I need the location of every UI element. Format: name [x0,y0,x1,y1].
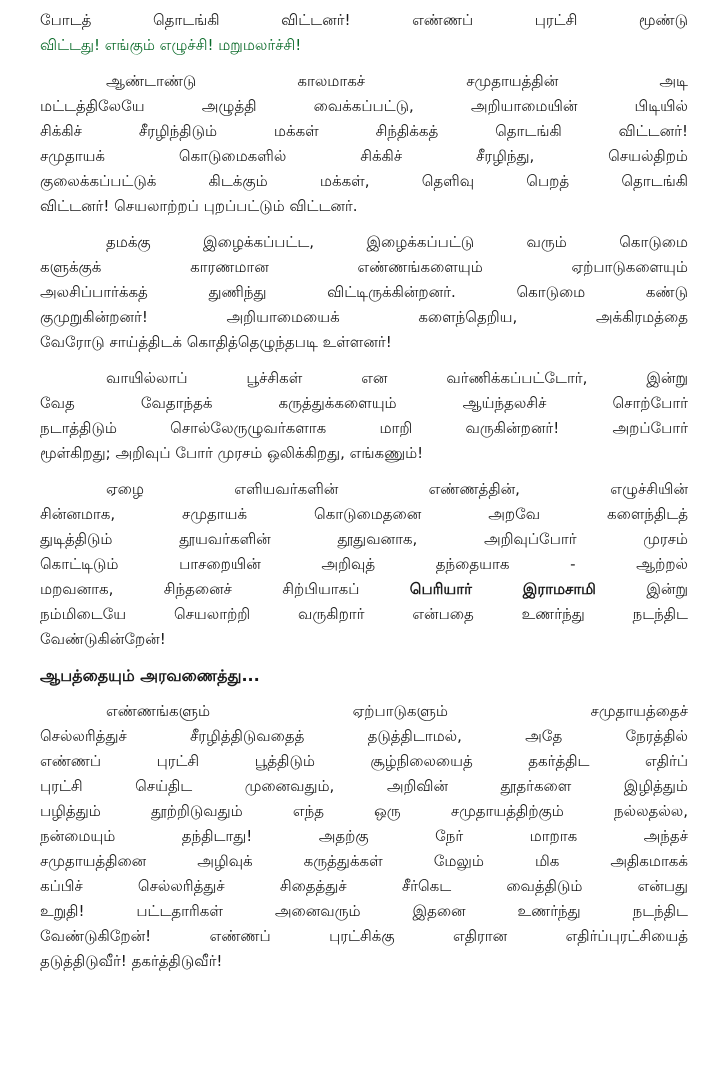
paragraph-1 [40,69,688,219]
text-line: கப்பிச் செல்லரித்துச் சிதைத்துச் சீர்கெட வைத்திடும் என்பது [40,877,688,895]
text-line: அலசிப்பார்க்கத் துணிந்து விட்டிருக்கின்றனர். கொடுமை கண்டு [40,283,688,301]
text-fragment: இன்று [646,580,688,598]
section-heading: ஆபத்தையும் அரவணைத்து... [40,666,260,685]
text-line: துடித்திடும் தூயவர்களின் தூதுவனாக, அறிவுப்போர் முரசம் [40,530,688,548]
text-line: உறுதி! பட்டதாரிகள் அனைவரும் இதனை உணர்ந்து நடந்திட [40,902,688,920]
paragraph-3 [40,366,688,466]
paragraph-intro [40,8,688,58]
text-line: எண்ணப் புரட்சி பூத்திடும் சூழ்நிலையைத் தகர்த்திட எதிர்ப் [40,752,688,770]
text-line: களுக்குக் காரணமான எண்ணங்களையும் ஏற்பாடுகளையும் [40,258,688,276]
text-line: மூள்கிறது; அறிவுப் போர் முரசம் ஒலிக்கிறது, எங்கணும்! [40,444,424,462]
text-line: எண்ணங்களும் ஏற்பாடுகளும் சமுதாயத்தைச் [106,702,688,720]
text-line: செல்லரித்துச் சீரழித்திடுவதைத் தடுத்திடாமல், அதே நேரத்தில் [40,727,688,745]
text-line: போடத் தொடங்கி விட்டனர்! எண்ணப் புரட்சி மூண்டு [40,11,688,29]
text-line-with-name [40,577,688,602]
paragraph-4 [40,477,688,652]
person-name: பெரியார் இராமசாமி [409,580,596,598]
text-line: சமுதாயத்தினை அழிவுக் கருத்துக்கள் மேலும் மிக அதிகமாகக் [40,852,688,870]
text-line: ஏழை எளியவர்களின் எண்ணத்தின், எழுச்சியின் [106,480,688,498]
document-page [40,8,688,985]
text-line: மட்டத்திலேயே அழுத்தி வைக்கப்பட்டு, அறியாமையின் பிடியில் [40,97,688,115]
text-line: குமுறுகின்றனர்! அறியாமையைக் களைந்தெறிய, அக்கிரமத்தை [40,308,688,326]
text-fragment: மறவனாக, சிந்தனைச் சிற்பியாகப் [40,580,360,598]
text-line: வேரோடு சாய்த்திடக் கொதித்தெழுந்தபடி உள்ளனர்! [40,333,392,351]
text-line-highlight: விட்டது! எங்கும் எழுச்சி! மறுமலர்ச்சி! [40,36,302,54]
text-line: குலைக்கப்பட்டுக் கிடக்கும் மக்கள், தெளிவு பெறத் தொடங்கி [40,172,688,190]
text-line: சின்னமாக, சமுதாயக் கொடுமைதனை அறவே களைந்திடத் [40,505,688,523]
text-line: வேண்டுகிறேன்! எண்ணப் புரட்சிக்கு எதிரான எதிர்ப்புரட்சியைத் [40,927,688,945]
text-line: வாயில்லாப் பூச்சிகள் என வர்ணிக்கப்பட்டோர், இன்று [106,369,688,387]
text-line: பழித்தும் தூற்றிடுவதும் எந்த ஒரு சமுதாயத்திற்கும் நல்லதல்ல, [40,802,688,820]
text-line: தடுத்திடுவீர்! தகர்த்திடுவீர்! [40,952,223,970]
text-line: சிக்கிச் சீரழிந்திடும் மக்கள் சிந்திக்கத் தொடங்கி விட்டனர்! [40,122,688,140]
text-line: தமக்கு இழைக்கப்பட்ட, இழைக்கப்பட்டு வரும் கொடுமை [106,233,688,251]
text-line: நடாத்திடும் சொல்லேருழுவர்களாக மாறி வருகின்றனர்! அறப்போர் [40,419,688,437]
paragraph-5 [40,699,688,974]
paragraph-2 [40,230,688,355]
text-line: நன்மையும் தந்திடாது! அதற்கு நேர் மாறாக அந்தச் [40,827,688,845]
text-line: விட்டனர்! செயலாற்றப் புறப்பட்டும் விட்டனர். [40,197,358,215]
text-line: ஆண்டாண்டு காலமாகச் சமுதாயத்தின் அடி [106,72,688,90]
text-line: வேண்டுகின்றேன்! [40,630,166,648]
text-line: புரட்சி செய்திட முனைவதும், அறிவின் தூதர்களை இழித்தும் [40,777,688,795]
text-line: சமுதாயக் கொடுமைகளில் சிக்கிச் சீரழிந்து, செயல்திறம் [40,147,688,165]
text-line: நம்மிடையே செயலாற்றி வருகிறார் என்பதை உணர்ந்து நடந்திட [40,605,688,623]
text-line: வேத வேதாந்தக் கருத்துக்களையும் ஆய்ந்தலசிச் சொற்போர் [40,394,688,412]
text-line: கொட்டிடும் பாசறையின் அறிவுத் தந்தையாக - ஆற்றல் [40,555,688,573]
